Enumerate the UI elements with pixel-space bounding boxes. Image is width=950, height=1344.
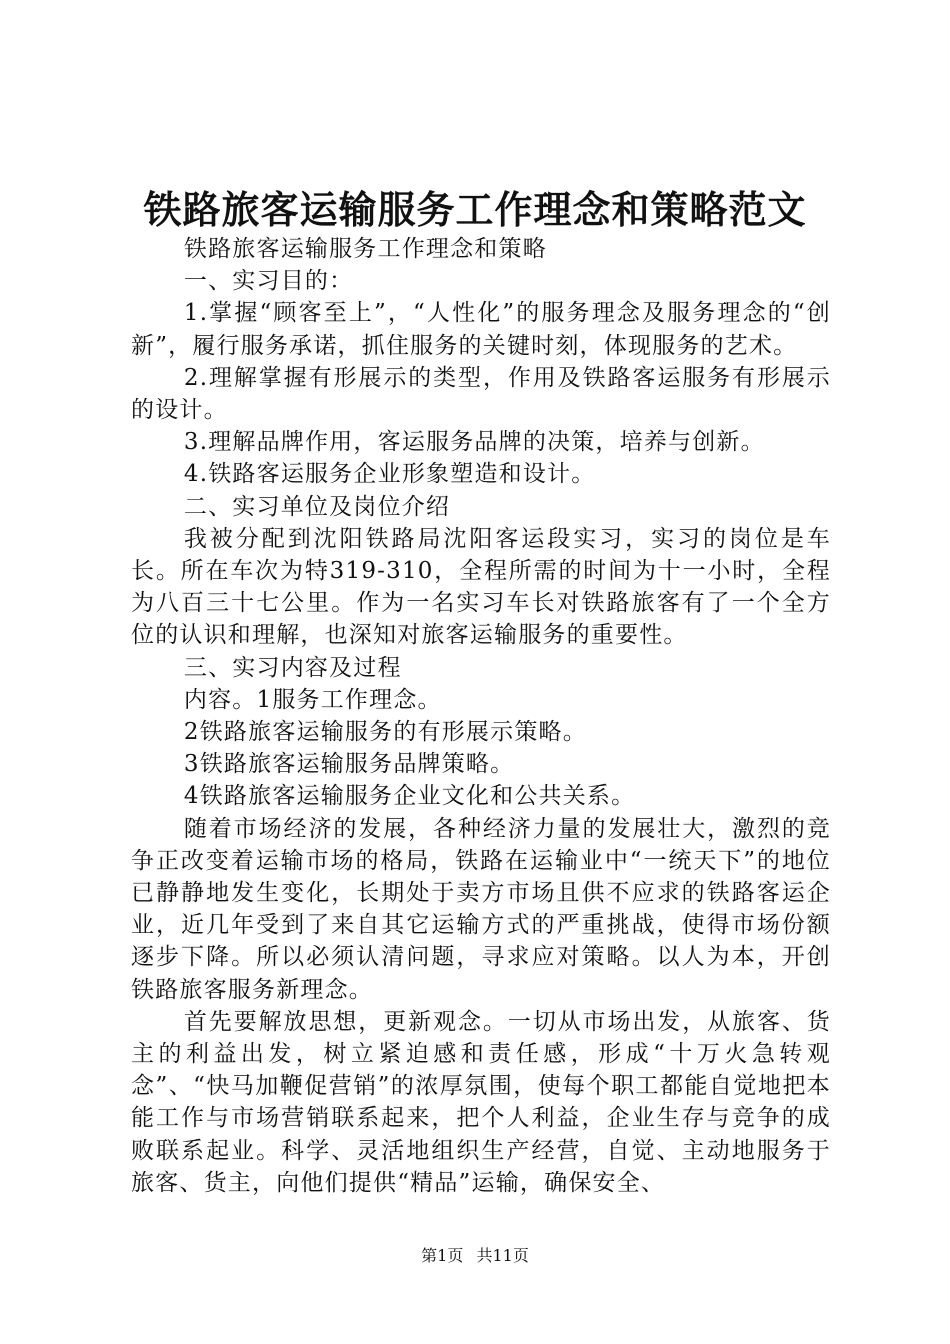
section-heading: 一、实习目的： [183, 268, 354, 295]
paragraph: 3.理解品牌作用，客运服务品牌的决策，培养与创新。 [183, 429, 765, 456]
paragraph: 铁路旅客运输服务工作理念和策略 [183, 236, 547, 262]
document-title: 铁路旅客运输服务工作理念和策略范文 [143, 187, 807, 232]
paragraph: 首先要解放思想，更新观念。一切从市场出发，从旅客、货主的利益出发，树立紧迫感和责任感，形成“十万火急转观念”、“快马加鞭促营销”的浓厚氛围，使每个职工都能自觉地把本能工作与市场营销联系起来，把个人利益，企业生存与竞争的成败联系起业。科学、灵活地组织生产经营，自觉、主动地服务于旅客、货主，向他们提供“精品”运输，确保安全、 [131, 1008, 831, 1196]
paragraph: 2铁路旅客运输服务的有形展示策略。 [183, 719, 587, 746]
paragraph: 1.掌握“顾客至上”，“人性化”的服务理念及服务理念的“创新”，履行服务承诺，抓住服务的关键时刻，体现服务的艺术。 [131, 300, 831, 359]
paragraph: 2.理解掌握有形展示的类型，作用及铁路客运服务有形展示的设计。 [131, 364, 831, 424]
section-heading: 三、实习内容及过程 [183, 654, 402, 681]
page-footer [0, 1244, 950, 1268]
paragraph: 随着市场经济的发展，各种经济力量的发展壮大，激烈的竞争正改变着运输市场的格局，铁路在运输业中“一统天下”的地位已静静地发生变化，长期处于卖方市场且供不应求的铁路客运企业，近几年受到了来自其它运输方式的严重挑战，使得市场份额逐步下降。所以必须认清问题，寻求应对策略。以人为本，开创铁路旅客服务新理念。 [131, 815, 831, 1003]
paragraph: 我被分配到沈阳铁路局沈阳客运段实习，实习的岗位是车长。所在车次为特319-310，全程所需的时间为十一小时，全程为八百三十七公里。作为一名实习车长对铁路旅客有了一个全方位的认识和理解，也深知对旅客运输服务的重要性。 [131, 525, 831, 649]
section-heading: 二、实习单位及岗位介绍 [183, 493, 451, 520]
document-body [131, 233, 831, 1199]
paragraph: 4.铁路客运服务企业形象塑造和设计。 [183, 461, 596, 488]
paragraph: 3铁路旅客运输服务品牌策略。 [183, 751, 515, 778]
page-total: 共11页 [476, 1246, 529, 1265]
page-number: 第1页 [421, 1246, 464, 1265]
paragraph: 4铁路旅客运输服务企业文化和公共关系。 [183, 783, 636, 810]
paragraph: 内容。1服务工作理念。 [183, 686, 442, 713]
